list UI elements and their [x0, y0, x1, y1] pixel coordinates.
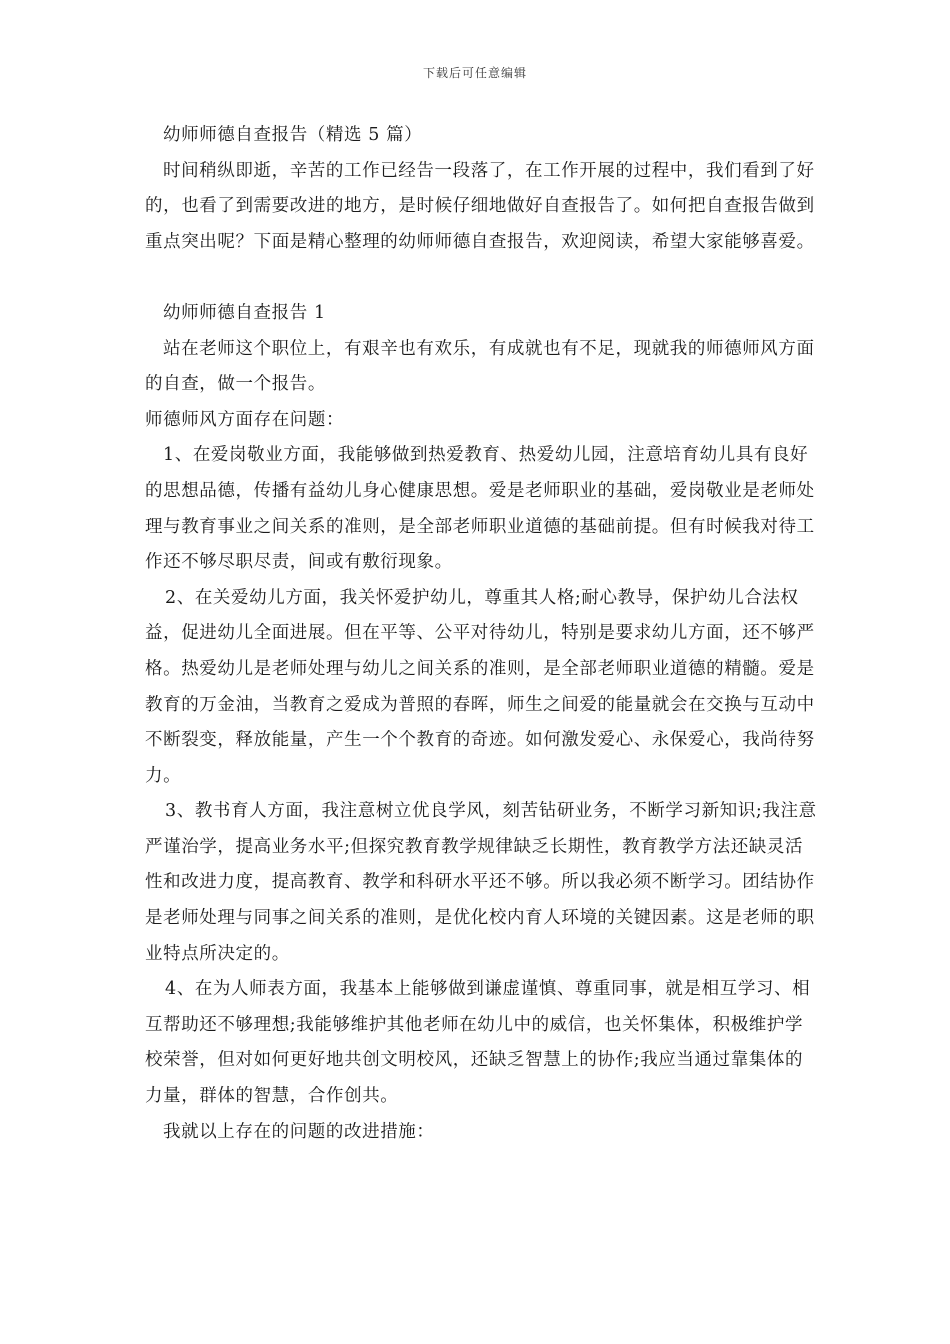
- section-intro-paragraph: 站在老师这个职位上，有艰辛也有欢乐，有成就也有不足，现就我的师德师风方面的自查，做一个报告。: [145, 338, 815, 395]
- problem-item-2: 2、在关爱幼儿方面，我关怀爱护幼儿，尊重其人格;耐心教导，保护幼儿合法权益，促进幼儿全面进展。但在平等、公平对待幼儿，特别是要求幼儿方面，还不够严格。热爱幼儿是老师处理与幼儿之间关系的准则，是全部老师职业道德的精髓。爱是教育的万金油，当教育之爱成为普照的春晖，师生之间爱的能量就会在交换与互动中不断裂变，释放能量，产生一个个教育的奇迹。如何激发爱心、永保爱心，我尚待努力。: [145, 587, 815, 786]
- spacer: [145, 260, 820, 296]
- problems-heading: 师德师风方面存在问题：: [145, 409, 345, 430]
- page-header: 下载后可任意编辑: [422, 66, 527, 80]
- problem-item-4: 4、在为人师表方面，我基本上能够做到谦虚谨慎、尊重同事，就是相互学习、相互帮助还不够理想;我能够维护其他老师在幼儿中的威信，也关怀集体，积极维护学校荣誉，但对如何更好地共创文明校风，还缺乏智慧上的协作;我应当通过靠集体的力量，群体的智慧，合作创共。: [145, 979, 811, 1107]
- problem-item-1: 1、在爱岗敬业方面，我能够做到热爱教育、热爱幼儿园，注意培育幼儿具有良好的思想品德，传播有益幼儿身心健康思想。爱是老师职业的基础，爱岗敬业是老师处理与教育事业之间关系的准则，是全部老师职业道德的基础前提。但有时候我对待工作还不够尽职尽责，间或有敷衍现象。: [145, 445, 815, 573]
- document-title: 幼师师德自查报告（精选 5 篇）: [163, 125, 423, 145]
- problem-item-3: 3、教书育人方面，我注意树立优良学风，刻苦钻研业务，不断学习新知识;我注意严谨治学，提高业务水平;但探究教育教学规律缺乏长期性，教育教学方法还缺灵活性和改进力度，提高教育、教学和科研水平还不够。所以我必须不断学习。团结协作是老师处理与同事之间关系的准则，是优化校内育人环境的关键因素。这是老师的职业特点所决定的。: [145, 801, 817, 964]
- measures-heading: 我就以上存在的问题的改进措施：: [163, 1121, 435, 1142]
- section-title: 幼师师德自查报告 1: [163, 302, 326, 323]
- document-body: [145, 118, 820, 1150]
- intro-paragraph: 时间稍纵即逝，辛苦的工作已经告一段落了，在工作开展的过程中，我们看到了好的，也看了到需要改进的地方，是时候仔细地做好自查报告了。如何把自查报告做到重点突出呢？下面是精心整理的幼师师德自查报告，欢迎阅读，希望大家能够喜爱。: [145, 160, 815, 252]
